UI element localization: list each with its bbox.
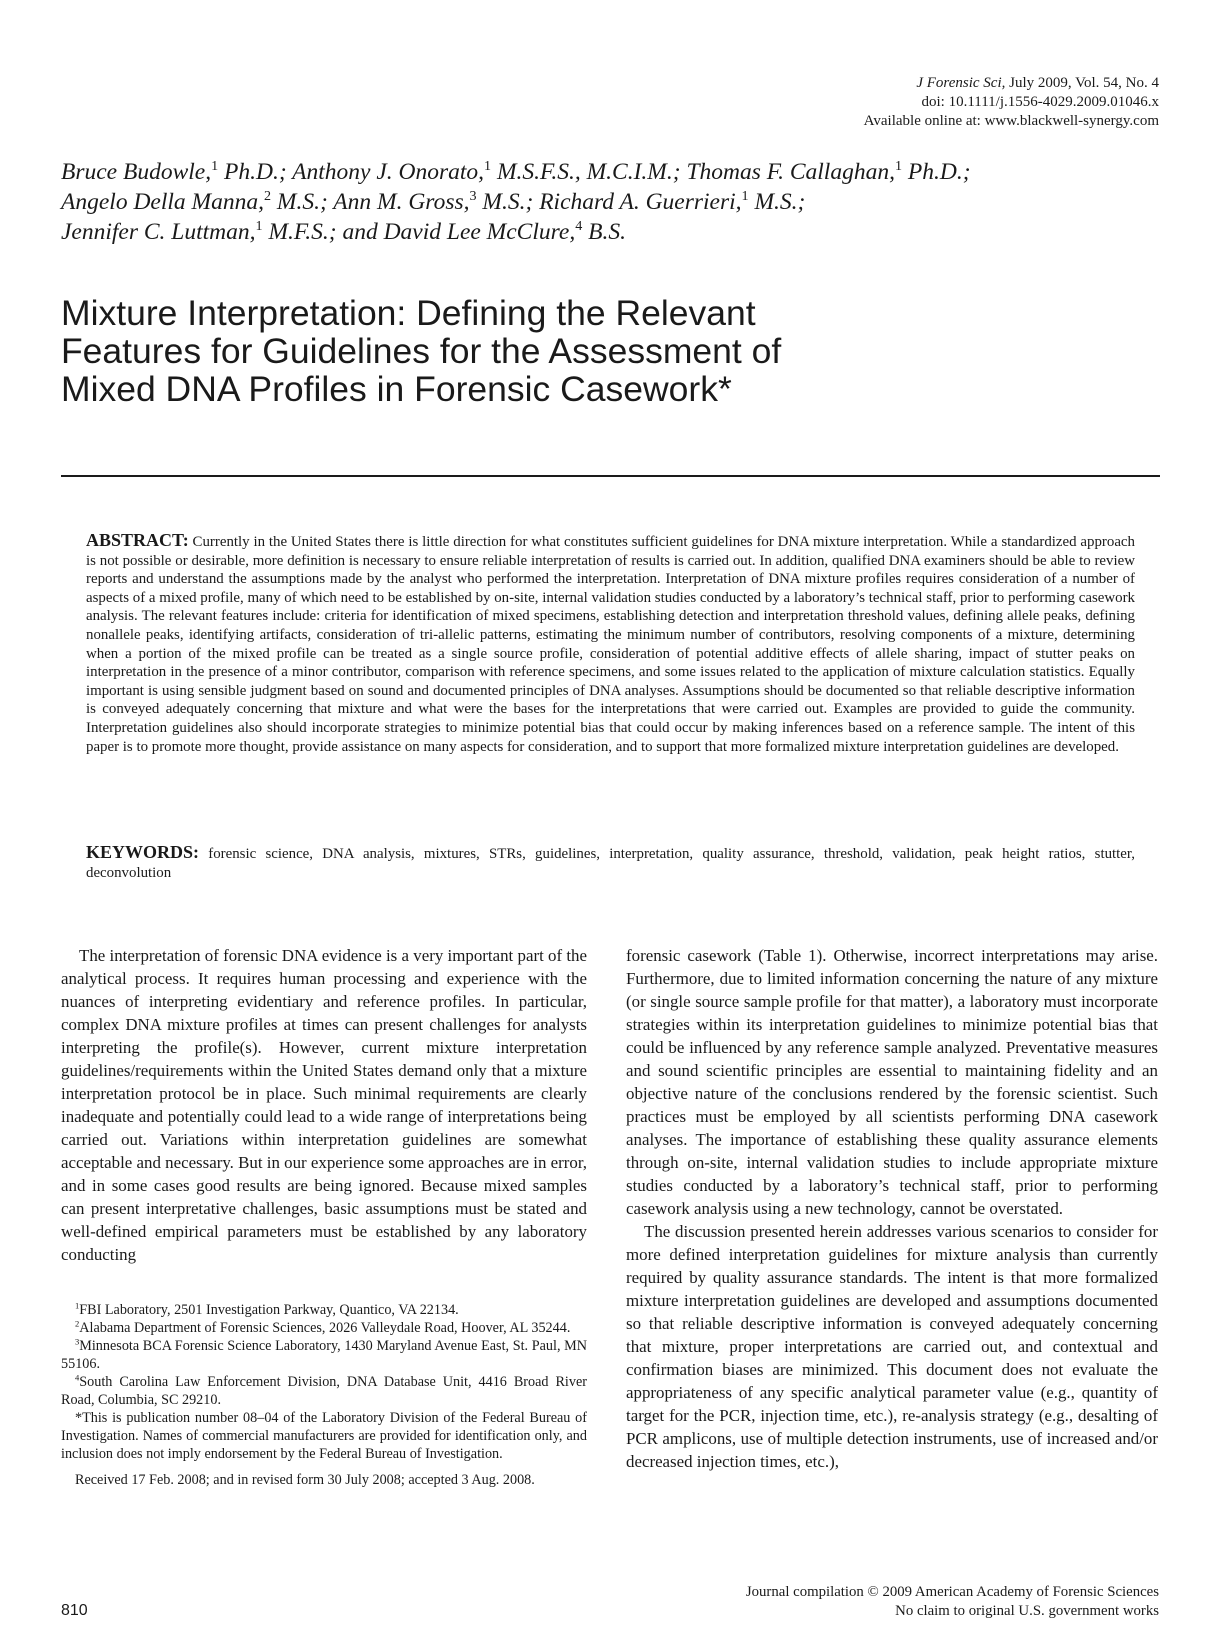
footnote-text: Minnesota BCA Forensic Science Laboratory, 1430 Maryland Avenue East, St. Paul, MN 55106. (61, 1338, 587, 1372)
body-paragraph: The interpretation of forensic DNA evidence is a very important part of the analytical process. It requires human processing and experience with the nuances of interpreting evidentiary and reference profiles. In particular, complex DNA mixture profiles at times can present challenges for analysts interpreting the profile(s). However, current mixture interpretation guidelines/requirements within the United States demand only that a mixture interpretation protocol be in place. Such minimal requirements are clearly inadequate and potentially could lead to a wide range of interpretations being carried out. Variations within interpretation guidelines are somewhat acceptable and necessary. But in our experience some approaches are in error, and in some cases good results are being ignored. Because mixed samples can present interpretative challenges, basic assumptions must be stated and well-defined empirical parameters must be established by any laboratory conducting (61, 946, 587, 1264)
affiliation-mark: 4 (575, 217, 583, 234)
affiliation-mark: 1 (484, 157, 492, 174)
footnotes (61, 1301, 587, 1489)
author-name: Richard A. Guerrieri, (539, 189, 742, 215)
footnote-text: FBI Laboratory, 2501 Investigation Parkway, Quantico, VA 22134. (79, 1302, 459, 1318)
keywords-label: KEYWORDS: (86, 842, 200, 862)
title-line: Mixture Interpretation: Defining the Relevant (61, 293, 756, 333)
footnote-mark: 3 (75, 1336, 80, 1347)
title-line: Features for Guidelines for the Assessment of (61, 331, 782, 371)
author-degree: M.S.; (748, 189, 806, 215)
paper-title (61, 294, 961, 408)
footnote (61, 1301, 587, 1319)
received-dates: Received 17 Feb. 2008; and in revised form 30 July 2008; accepted 3 Aug. 2008. (75, 1472, 535, 1488)
body-paragraph: forensic casework (Table 1). Otherwise, incorrect interpretations may arise. Furthermore, due to limited information concerning the nature of any mixture (or single source sample profile for that matter), a laboratory must incorporate strategies within its interpretation guidelines to minimize potential bias that could be influenced by any reference sample analyzed. Preventative measures and sound scientific principles are essential to maintaining fidelity and an objective nature of the conclusions rendered by the forensic scientist. Such practices must be employed by all scientists performing DNA casework analyses. The importance of establishing these quality assurance elements through on-site, internal validation studies to include appropriate mixture studies conducted by a laboratory’s technical staff, prior to performing casework analysis using a new technology, cannot be overstated. (626, 946, 1158, 1218)
affiliation-mark: 1 (211, 157, 219, 174)
affiliation-mark: 1 (741, 187, 749, 204)
page-footer (746, 1583, 1159, 1621)
body-column-left (61, 944, 587, 1266)
footnote (61, 1319, 587, 1337)
keywords-paragraph (86, 843, 1135, 882)
journal-name: J Forensic Sci, (916, 75, 1006, 91)
abstract-paragraph (86, 531, 1135, 756)
affiliation-mark: 1 (894, 157, 903, 174)
author-line (61, 217, 1141, 247)
author-line (61, 187, 1141, 217)
title-divider (61, 475, 1160, 477)
keywords (86, 843, 1135, 882)
affiliation-mark: 1 (255, 217, 263, 234)
author-name: Thomas F. Callaghan, (686, 159, 895, 185)
footnote (61, 1409, 587, 1463)
author-degree: B.S. (582, 219, 626, 245)
author-degree: M.S.; (271, 189, 334, 215)
keywords-text: forensic science, DNA analysis, mixtures, STRs, guidelines, interpretation, quality assurance, threshold, validation, peak height ratios, stutter, deconvolution (86, 846, 1135, 881)
journal-header (864, 74, 1159, 131)
availability: Available online at: www.blackwell-synergy.com (863, 113, 1159, 129)
journal-citation (864, 74, 1159, 93)
author-list (61, 157, 1141, 247)
footnote-text: South Carolina Law Enforcement Division, DNA Database Unit, 4416 Broad River Road, Columbia, SC 29210. (61, 1374, 587, 1408)
footnote-mark: 4 (75, 1372, 80, 1383)
journal-issue: July 2009, Vol. 54, No. 4 (1005, 75, 1159, 91)
affiliation-mark: 2 (263, 187, 272, 204)
author-degree: Ph.D.; (902, 159, 971, 185)
author-name: and David Lee McClure, (342, 219, 576, 245)
body-paragraph: The discussion presented herein addresses various scenarios to consider for more defined interpretation guidelines for mixture analysis than currently required by quality assurance standards. The intent is that more formalized mixture interpretation guidelines are developed and assumptions documented so that reliable descriptive information is conveyed adequately concerning that mixture, proper interpretations are carried out, and contextual and confirmation biases are minimized. This document does not evaluate the appropriateness of any specific analytical parameter value (e.g., quantity of target for the PCR, injection time, etc.), re-analysis strategy (e.g., desalting of PCR amplicons, use of multiple detection instruments, use of increased and/or decreased injection times, etc.), (626, 1222, 1158, 1471)
affiliation-mark: 3 (469, 187, 477, 204)
author-degree: M.S.; (476, 189, 540, 215)
author-name: Ann M. Gross, (333, 189, 470, 215)
abstract-label: ABSTRACT: (86, 530, 189, 550)
footnote-text: Alabama Department of Forensic Sciences, 2026 Valleydale Road, Hoover, AL 35244. (79, 1320, 571, 1336)
copyright-notice: Journal compilation © 2009 American Academy of Forensic Sciences (745, 1584, 1159, 1600)
author-degree: Ph.D.; (218, 159, 293, 185)
claim-notice: No claim to original U.S. government works (895, 1603, 1159, 1619)
footnote (61, 1373, 587, 1409)
author-degree: M.F.S.; (262, 219, 343, 245)
abstract-text: Currently in the United States there is little direction for what constitutes sufficient guidelines for DNA mixture interpretation. While a standardized approach is not possible or desirable, more definition is necessary to ensure reliable interpretation of results is carried out. In addition, qualified DNA examiners should be able to review reports and understand the assumptions made by the analyst who performed the interpretation. Interpretation of DNA mixture profiles requires consideration of a number of aspects of a mixed profile, many of which need to be established by on-site, internal validation studies conducted by a laboratory’s technical staff, prior to performing casework analysis. The relevant features include: criteria for identification of mixed specimens, establishing detection and interpretation threshold values, defining allele peaks, defining nonallele peaks, identifying artifacts, consideration of tri-allelic patterns, estimating the minimum number of contributors, resolving components of a mixture, determining when a portion of the mixed profile can be treated as a single source profile, consideration of potential additive effects of allele sharing, impact of stutter peaks on interpretation in the presence of a minor contributor, comparison with reference specimens, and some issues related to the application of mixture calculation statistics. Equally important is using sensible judgment based on sound and documented principles of DNA analyses. Assumptions should be documented so that reliable descriptive information is conveyed adequately concerning that mixture and what were the bases for the interpretations that were carried out. Examples are provided to guide the community. Interpretation guidelines also should incorporate strategies to minimize potential bias that could occur by making inferences based on a reference sample. The intent of this paper is to promote more thought, provide assistance on many aspects for consideration, and to support that more formalized mixture interpretation guidelines are developed. (86, 534, 1135, 755)
title-line: Mixed DNA Profiles in Forensic Casework* (61, 369, 732, 409)
doi: doi: 10.1111/j.1556-4029.2009.01046.x (921, 94, 1159, 110)
author-line (61, 157, 1141, 187)
author-degree: M.S.F.S., M.C.I.M.; (491, 159, 687, 185)
abstract (86, 531, 1135, 756)
author-name: Anthony J. Onorato, (292, 159, 485, 185)
footnote-mark: 1 (75, 1300, 80, 1311)
author-name: Bruce Budowle, (61, 159, 212, 185)
page-number: 810 (61, 1602, 88, 1619)
author-name: Angelo Della Manna, (61, 189, 264, 215)
body-column-right (626, 944, 1158, 1473)
footnote-mark: 2 (75, 1318, 80, 1329)
author-name: Jennifer C. Luttman, (61, 219, 256, 245)
footnote (61, 1337, 587, 1373)
footnote-text: *This is publication number 08–04 of the Laboratory Division of the Federal Bureau of Investigation. Names of commercial manufacturers are provided for identification only, and inclusion does not imply endorsement by the Federal Bureau of Investigation. (61, 1410, 587, 1462)
